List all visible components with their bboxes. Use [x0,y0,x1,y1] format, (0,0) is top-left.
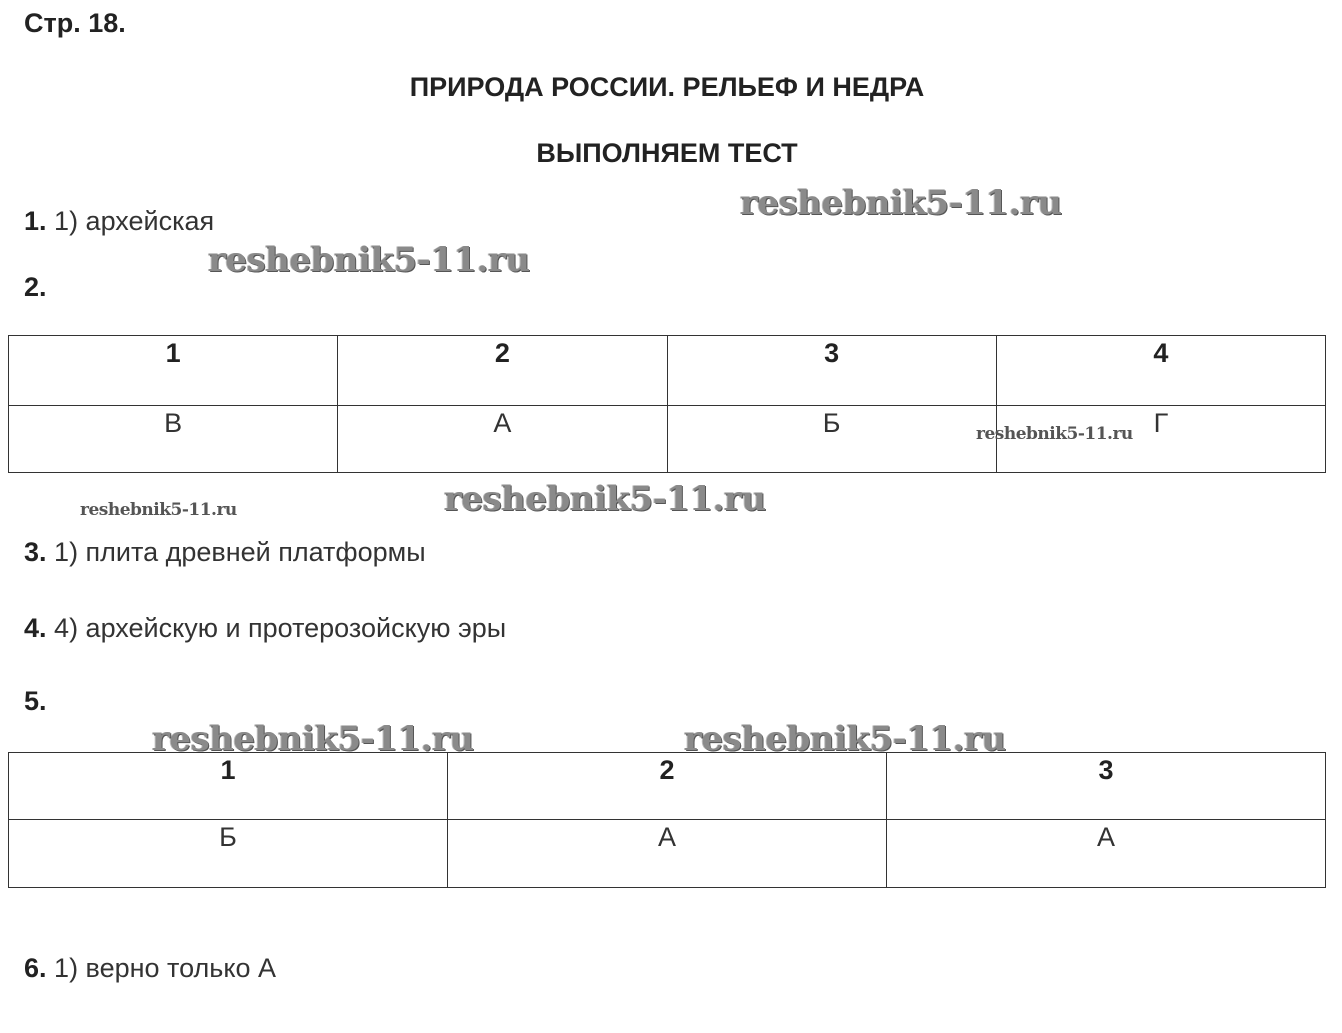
table-cell: А [338,406,667,473]
question-answer: 1) плита древней платформы [54,537,426,567]
table-cell: Г [996,406,1325,473]
table-cell: Б [667,406,996,473]
question-number: 3. [24,537,47,567]
question-number: 4. [24,613,47,643]
watermark: reshebnik5-11.ru [976,424,1133,444]
table-header-row [9,336,1326,406]
watermark: reshebnik5-11.ru [208,240,530,280]
table-header-cell: 2 [338,336,667,406]
question-2 [24,272,47,303]
question-4 [24,613,506,644]
question-number: 5. [24,686,47,716]
question-answer: 4) архейскую и протерозойскую эры [54,613,507,643]
question-3 [24,537,426,568]
table-header-cell: 3 [667,336,996,406]
table-header-cell: 1 [9,753,448,820]
question-number: 1. [24,206,47,236]
page-label: Стр. 18. [24,8,126,38]
question-answer: 1) архейская [54,206,215,236]
table-cell: А [887,820,1326,888]
question-number: 6. [24,953,47,983]
question-1 [24,206,214,237]
page-title: ПРИРОДА РОССИИ. РЕЛЬЕФ И НЕДРА [409,72,925,102]
section-subtitle: ВЫПОЛНЯЕМ ТЕСТ [536,138,798,168]
table-cell: В [9,406,338,473]
table-header-cell: 3 [887,753,1326,820]
question-answer: 1) верно только А [54,953,277,983]
table-row [9,820,1326,888]
table-header-cell: 1 [9,336,338,406]
table-header-row [9,753,1326,820]
answer-table-q5 [8,752,1326,888]
question-6 [24,953,276,984]
table-cell: А [448,820,887,888]
table-header-cell: 4 [996,336,1325,406]
table-header-cell: 2 [448,753,887,820]
answer-table-q2 [8,335,1326,473]
watermark: reshebnik5-11.ru [740,183,1062,223]
table-cell: Б [9,820,448,888]
watermark: reshebnik5-11.ru [684,719,1006,759]
watermark: reshebnik5-11.ru [444,479,766,519]
watermark: reshebnik5-11.ru [80,500,237,520]
question-number: 2. [24,272,47,302]
question-5 [24,686,47,717]
watermark: reshebnik5-11.ru [152,719,474,759]
